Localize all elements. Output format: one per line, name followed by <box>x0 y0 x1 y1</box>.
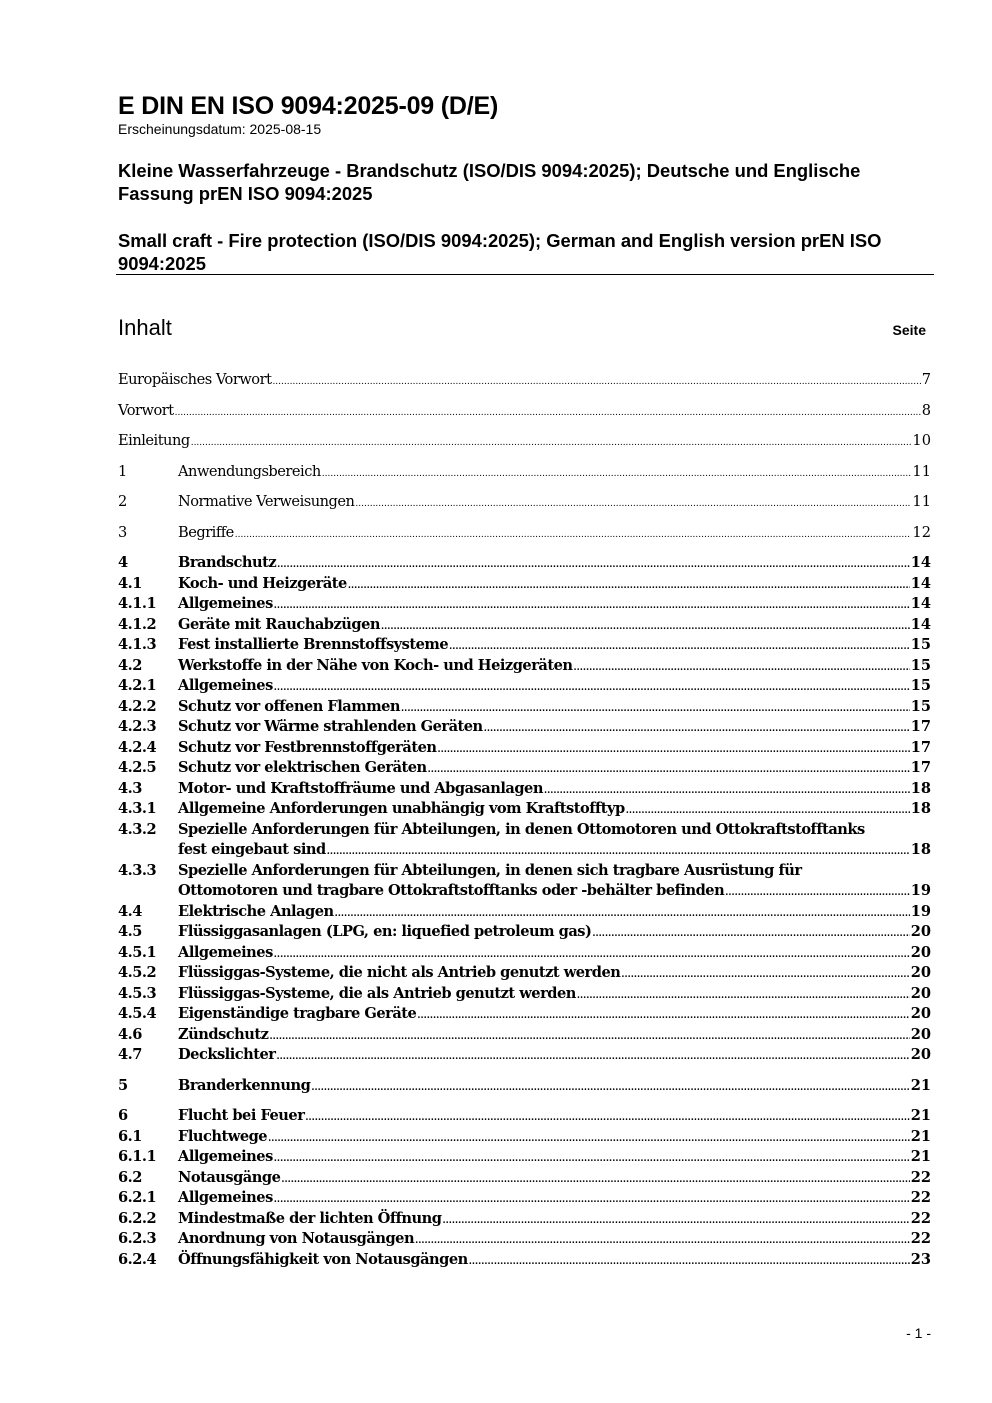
toc-entry-title: Schutz vor Wärme strahlenden Geräten <box>178 718 483 735</box>
toc-entry-title: Elektrische Anlagen <box>178 902 334 920</box>
toc-leader-dots <box>621 970 909 980</box>
toc-heading: Inhalt <box>118 315 172 340</box>
toc-entry-page: 20 <box>910 1005 931 1022</box>
toc-leader-dots <box>484 724 910 734</box>
toc-entry-title: Allgemeines <box>178 943 273 961</box>
toc-leader-dots <box>437 745 909 755</box>
toc-entry-page: 21 <box>910 1076 931 1094</box>
toc-leader-dots <box>268 1134 910 1144</box>
publication-date: Erscheinungsdatum: 2025-08-15 <box>118 121 322 137</box>
toc-leader-dots <box>175 408 921 418</box>
toc-entry[interactable] <box>118 1076 931 1097</box>
document-id: E DIN EN ISO 9094:2025-09 (D/E) <box>118 92 499 120</box>
toc-entry[interactable] <box>118 635 931 656</box>
toc-leader-dots <box>577 991 910 1001</box>
toc-entry-title: Anwendungsbereich <box>178 462 321 480</box>
toc-entry[interactable] <box>118 1147 931 1168</box>
toc-leader-dots <box>274 1195 910 1205</box>
toc-leader-dots <box>235 530 912 540</box>
toc-entry[interactable] <box>118 676 931 697</box>
table-of-contents <box>118 370 931 1270</box>
toc-entry-page: 20 <box>910 984 931 1002</box>
toc-entry-page: 7 <box>921 371 931 388</box>
toc-entry-number: 6 <box>118 1107 128 1124</box>
toc-entry-page: 12 <box>912 523 931 541</box>
toc-entry-page: 20 <box>910 1046 931 1063</box>
toc-entry-page: 15 <box>910 656 931 674</box>
toc-leader-dots <box>277 560 910 570</box>
toc-entry-page: 18 <box>910 779 931 797</box>
toc-entry-page: 20 <box>910 923 931 940</box>
toc-entry-page: 18 <box>910 841 931 858</box>
toc-leader-dots <box>274 683 910 693</box>
toc-entry-number: 4.2.5 <box>118 759 157 776</box>
toc-entry-title: Allgemeines <box>178 595 273 612</box>
toc-entry-title: Eigenständige tragbare Geräte <box>178 1005 417 1022</box>
toc-entry[interactable] <box>118 799 931 820</box>
toc-entry-title: Branderkennung <box>178 1076 311 1094</box>
toc-entry-title: Flüssiggasanlagen (LPG, en: liquefied petroleum gas) <box>178 923 592 940</box>
toc-entry[interactable] <box>118 984 931 1005</box>
toc-entry[interactable] <box>118 738 931 759</box>
toc-entry-page: 14 <box>910 615 931 633</box>
toc-entry-number: 6.2 <box>118 1168 142 1186</box>
toc-page-column-label: Seite <box>892 322 926 338</box>
toc-leader-dots <box>381 622 910 632</box>
toc-leader-dots <box>276 1052 909 1062</box>
toc-entry-number: 4.3.2 <box>118 820 157 838</box>
toc-entry-page: 20 <box>910 1025 931 1043</box>
toc-entry[interactable] <box>118 943 931 964</box>
toc-entry-page: 23 <box>910 1250 931 1268</box>
toc-entry-page: 10 <box>912 432 931 449</box>
toc-entry[interactable] <box>118 553 931 574</box>
toc-entry[interactable] <box>118 1127 931 1148</box>
toc-leader-dots <box>191 438 912 448</box>
toc-leader-dots <box>355 499 911 509</box>
toc-entry[interactable] <box>118 1168 931 1189</box>
toc-entry-number: 4.2.2 <box>118 697 157 715</box>
toc-entry-title: Begriffe <box>178 523 234 541</box>
toc-entry-page: 21 <box>910 1127 931 1145</box>
toc-entry[interactable] <box>118 717 931 738</box>
toc-entry[interactable] <box>118 1209 931 1230</box>
toc-entry-number: 4.5.4 <box>118 1005 157 1022</box>
toc-entry-title: Werkstoffe in der Nähe von Koch- und Heizgeräten <box>178 656 573 674</box>
toc-entry-page: 22 <box>910 1189 931 1206</box>
toc-entry-page: 15 <box>910 636 931 653</box>
toc-entry-number: 4.3.1 <box>118 800 157 817</box>
toc-entry-number: 4.5 <box>118 923 142 940</box>
toc-entry-page: 21 <box>910 1107 931 1124</box>
toc-entry[interactable] <box>118 779 931 800</box>
toc-entry-title: Anordnung von Notausgängen <box>178 1230 415 1247</box>
toc-entry-number: 6.1.1 <box>118 1148 157 1165</box>
toc-entry-number: 5 <box>118 1076 128 1094</box>
toc-leader-dots <box>269 1032 909 1042</box>
toc-entry-number: 4.2.4 <box>118 738 157 756</box>
toc-entry-title: Flüssiggas-Systeme, die nicht als Antrieb genutzt werden <box>178 964 621 981</box>
toc-entry-number: 6.2.2 <box>118 1209 157 1227</box>
toc-entry[interactable] <box>118 697 931 718</box>
toc-entry-number: 4.4 <box>118 902 142 920</box>
toc-entry-title: Allgemeines <box>178 1189 273 1206</box>
toc-entry[interactable] <box>118 431 931 452</box>
toc-entry-page: 18 <box>910 800 931 817</box>
toc-entry-page: 14 <box>910 595 931 612</box>
toc-entry-title: Flucht bei Feuer <box>178 1107 305 1124</box>
toc-entry[interactable] <box>118 1188 931 1209</box>
toc-entry-title-line1: Spezielle Anforderungen für Abteilungen, in denen Ottomotoren und Ottokraftstofftanks <box>178 820 865 838</box>
toc-entry[interactable] <box>118 1045 931 1066</box>
toc-leader-dots <box>401 704 910 714</box>
toc-entry-page: 15 <box>910 677 931 694</box>
toc-entry-number: 6.2.1 <box>118 1189 157 1206</box>
toc-entry-title-line2: fest eingebaut sind <box>178 841 326 858</box>
toc-entry-number: 4.5.3 <box>118 984 157 1002</box>
toc-entry-title: Mindestmaße der lichten Öffnung <box>178 1209 442 1227</box>
toc-leader-dots <box>274 1154 910 1164</box>
toc-entry-number: 4.2.3 <box>118 718 157 735</box>
toc-entry-number: 4.2.1 <box>118 677 157 694</box>
toc-leader-dots <box>428 765 910 775</box>
toc-entry-page: 20 <box>910 964 931 981</box>
header-divider <box>116 274 934 275</box>
toc-entry-page: 15 <box>910 697 931 715</box>
toc-entry-page: 8 <box>921 401 931 419</box>
toc-leader-dots <box>592 929 909 939</box>
toc-leader-dots <box>327 847 910 857</box>
toc-entry-page: 14 <box>910 574 931 592</box>
toc-entry-number: 6.2.4 <box>118 1250 157 1268</box>
toc-entry-title: Zündschutz <box>178 1025 269 1043</box>
toc-entry-page: 19 <box>910 902 931 920</box>
toc-entry-number: 4.3.3 <box>118 861 157 879</box>
toc-entry-page: 17 <box>910 718 931 735</box>
toc-entry[interactable] <box>118 758 931 779</box>
toc-entry-title: Allgemeine Anforderungen unabhängig vom Kraftstofftyp <box>178 800 625 817</box>
toc-entry-page: 22 <box>910 1230 931 1247</box>
toc-entry-page: 22 <box>910 1168 931 1186</box>
toc-entry[interactable] <box>118 615 931 636</box>
toc-entry-title: Schutz vor elektrischen Geräten <box>178 759 427 776</box>
toc-entry-title: Schutz vor offenen Flammen <box>178 697 401 715</box>
toc-entry-title: Geräte mit Rauchabzügen <box>178 615 380 633</box>
toc-entry[interactable] <box>118 492 931 513</box>
page-number: - 1 - <box>906 1325 931 1341</box>
toc-entry-page: 14 <box>910 554 931 571</box>
toc-entry[interactable] <box>118 1004 931 1025</box>
toc-leader-dots <box>544 786 910 796</box>
toc-entry-number: 4.5.2 <box>118 964 157 981</box>
toc-entry[interactable] <box>118 861 931 902</box>
toc-leader-dots <box>348 581 910 591</box>
toc-entry-title: Normative Verweisungen <box>178 493 355 510</box>
toc-entry-number: 4.1.1 <box>118 595 157 612</box>
toc-entry-number: 6.1 <box>118 1127 142 1145</box>
toc-entry-page: 17 <box>910 738 931 756</box>
toc-leader-dots <box>573 663 909 673</box>
toc-entry-number: 6.2.3 <box>118 1230 157 1247</box>
toc-entry-page: 17 <box>910 759 931 776</box>
toc-entry-title: Deckslichter <box>178 1046 276 1063</box>
toc-entry-title: Allgemeines <box>178 1148 273 1165</box>
toc-entry-page: 22 <box>910 1209 931 1227</box>
toc-entry-page: 11 <box>912 462 931 480</box>
toc-entry-title: Koch- und Heizgeräte <box>178 574 347 592</box>
toc-entry[interactable] <box>118 922 931 943</box>
toc-entry-page: 20 <box>910 943 931 961</box>
toc-entry-title: Fluchtwege <box>178 1127 268 1145</box>
toc-entry[interactable] <box>118 1229 931 1250</box>
title-german: Kleine Wasserfahrzeuge - Brandschutz (ISO/DIS 9094:2025); Deutsche und Englische Fassung prEN ISO 9094:2025 <box>118 160 861 204</box>
toc-leader-dots <box>272 377 920 387</box>
toc-entry-number: 4.7 <box>118 1046 142 1063</box>
toc-leader-dots <box>442 1216 909 1226</box>
toc-entry[interactable] <box>118 1025 931 1046</box>
toc-leader-dots <box>305 1113 909 1123</box>
toc-entry[interactable] <box>118 902 931 923</box>
toc-entry-number: 4.6 <box>118 1025 142 1043</box>
toc-entry[interactable] <box>118 594 931 615</box>
toc-entry[interactable] <box>118 963 931 984</box>
toc-leader-dots <box>274 950 910 960</box>
toc-entry-title: Brandschutz <box>178 554 277 571</box>
toc-leader-dots <box>725 888 910 898</box>
toc-leader-dots <box>322 469 912 479</box>
toc-leader-dots <box>626 806 910 816</box>
toc-entry[interactable] <box>118 574 931 595</box>
toc-entry[interactable] <box>118 1250 931 1271</box>
toc-entry-title: Fest installierte Brennstoffsysteme <box>178 636 449 653</box>
toc-entry-title: Allgemeines <box>178 677 273 694</box>
toc-entry-title: Öffnungsfähigkeit von Notausgängen <box>178 1250 468 1268</box>
toc-entry-title: Vorwort <box>118 401 174 419</box>
toc-entry-number: 4.1.3 <box>118 636 157 653</box>
toc-entry-number: 3 <box>118 523 127 541</box>
toc-entry-title: Europäisches Vorwort <box>118 371 272 388</box>
toc-leader-dots <box>335 909 910 919</box>
toc-entry-title: Flüssiggas-Systeme, die als Antrieb genutzt werden <box>178 984 576 1002</box>
toc-entry-title: Schutz vor Festbrennstoffgeräten <box>178 738 437 756</box>
toc-entry-number: 4.1.2 <box>118 615 157 633</box>
toc-entry-number: 1 <box>118 462 127 480</box>
toc-entry[interactable] <box>118 1106 931 1127</box>
toc-entry[interactable] <box>118 401 931 422</box>
toc-leader-dots <box>417 1011 909 1021</box>
title-english: Small craft - Fire protection (ISO/DIS 9094:2025); German and English version prEN ISO 9094:2025 <box>118 230 882 274</box>
toc-entry-title-line2: Ottomotoren und tragbare Ottokraftstofftanks oder -behälter befinden <box>178 882 725 899</box>
toc-entry-number: 4.1 <box>118 574 142 592</box>
toc-leader-dots <box>274 601 910 611</box>
toc-entry-page: 11 <box>912 493 931 510</box>
toc-entry-title: Notausgänge <box>178 1168 281 1186</box>
toc-leader-dots <box>469 1257 910 1267</box>
toc-leader-dots <box>415 1236 910 1246</box>
toc-entry-page: 19 <box>910 882 931 899</box>
toc-entry[interactable] <box>118 523 931 544</box>
toc-leader-dots <box>281 1175 909 1185</box>
toc-leader-dots <box>449 642 910 652</box>
toc-entry-number: 4.5.1 <box>118 943 157 961</box>
toc-entry-title: Motor- und Kraftstoffräume und Abgasanlagen <box>178 779 543 797</box>
toc-entry-title: Einleitung <box>118 432 190 449</box>
toc-entry[interactable] <box>118 820 931 861</box>
toc-entry[interactable] <box>118 370 931 391</box>
toc-entry-number: 2 <box>118 493 127 510</box>
toc-leader-dots <box>311 1083 909 1093</box>
toc-entry-number: 4 <box>118 554 128 571</box>
toc-entry[interactable] <box>118 462 931 483</box>
toc-entry-number: 4.3 <box>118 779 142 797</box>
toc-entry-title-line1: Spezielle Anforderungen für Abteilungen, in denen sich tragbare Ausrüstung für <box>178 861 802 879</box>
toc-entry-number: 4.2 <box>118 656 142 674</box>
toc-entry[interactable] <box>118 656 931 677</box>
toc-entry-page: 21 <box>910 1148 931 1165</box>
